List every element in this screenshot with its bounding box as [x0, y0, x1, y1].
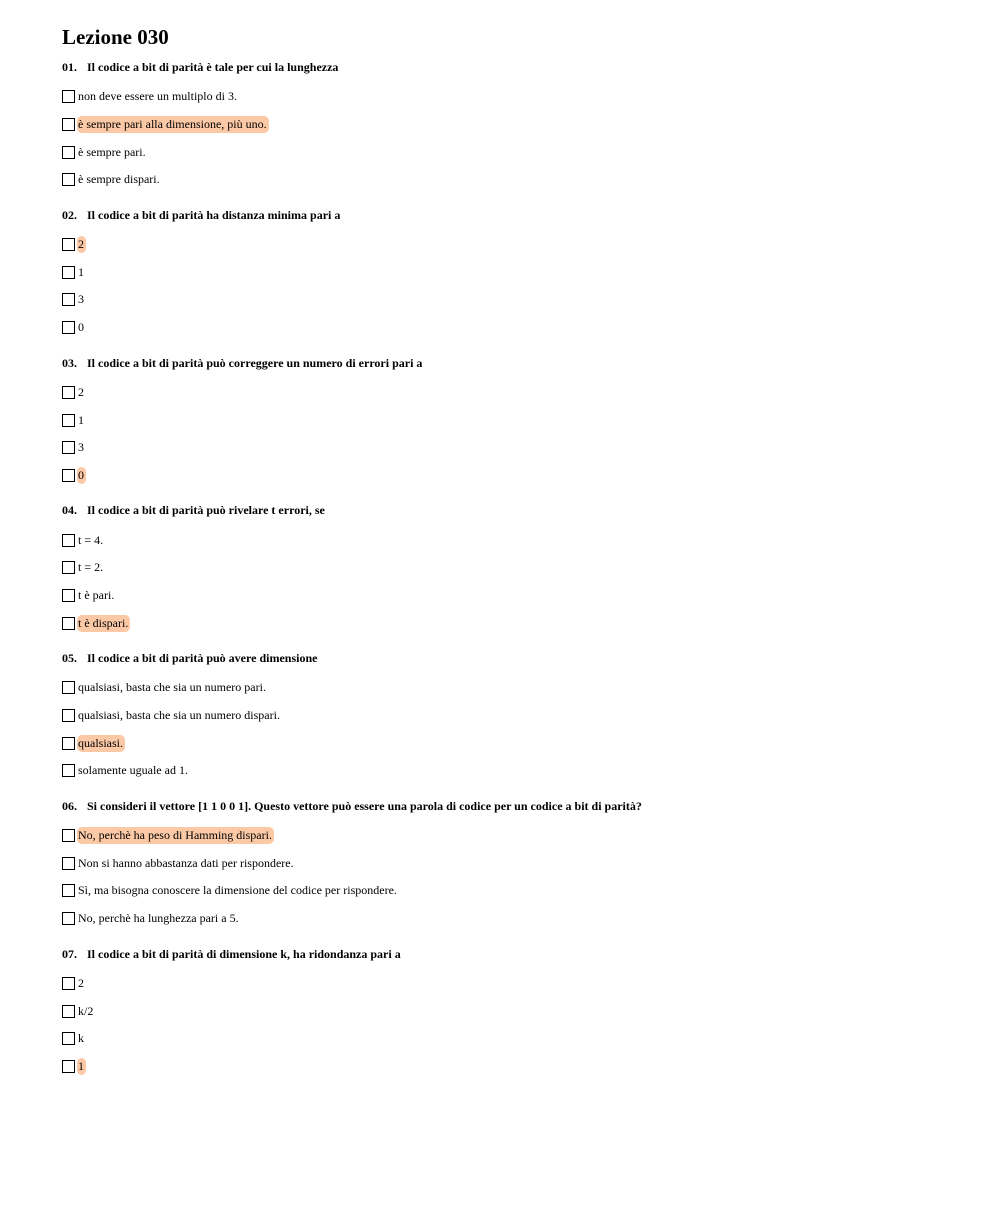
- question-2: [62, 206, 962, 342]
- question-number: 02.: [62, 207, 77, 222]
- answer-text: 2: [78, 975, 84, 990]
- question-text: Il codice a bit di parità può rivelare t errori, se: [87, 503, 325, 518]
- answer-option: [62, 231, 962, 259]
- page-title: Lezione 030: [62, 25, 169, 49]
- answer-text: 3: [78, 292, 84, 307]
- answer-text: solamente uguale ad 1.: [78, 763, 188, 778]
- answer-option: [62, 997, 962, 1025]
- answer-option: [62, 674, 962, 702]
- answer-option: [62, 582, 962, 610]
- answer-checkbox[interactable]: [62, 737, 75, 750]
- answer-checkbox[interactable]: [62, 321, 75, 334]
- answer-checkbox[interactable]: [62, 1032, 75, 1045]
- question-heading: [62, 206, 962, 225]
- question-text: Il codice a bit di parità può avere dimensione: [87, 651, 318, 665]
- answer-option: [62, 286, 962, 314]
- answer-text: Sì, ma bisogna conoscere la dimensione del codice per rispondere.: [78, 883, 397, 898]
- answer-checkbox[interactable]: [62, 1005, 75, 1018]
- answer-option: [62, 111, 962, 139]
- answer-checkbox[interactable]: [62, 441, 75, 454]
- answer-checkbox[interactable]: [62, 293, 75, 306]
- answer-option: [62, 406, 962, 434]
- question-7: [62, 945, 962, 1081]
- answer-checkbox[interactable]: [62, 681, 75, 694]
- question-text: Il codice a bit di parità ha distanza minima pari a: [87, 207, 341, 222]
- answer-option: [62, 462, 962, 490]
- answer-checkbox[interactable]: [62, 764, 75, 777]
- answer-option: [62, 729, 962, 757]
- answer-text: 1: [78, 412, 84, 427]
- question-1: [62, 58, 962, 194]
- answer-checkbox[interactable]: [62, 146, 75, 159]
- answer-option: [62, 258, 962, 286]
- question-list: [62, 58, 962, 1080]
- answer-checkbox[interactable]: [62, 884, 75, 897]
- answer-checkbox[interactable]: [62, 386, 75, 399]
- answer-text: t = 2.: [78, 560, 104, 575]
- correct-answer-text: t è dispari.: [78, 615, 129, 630]
- question-heading: [62, 797, 962, 816]
- correct-answer-text: 0: [78, 467, 84, 482]
- answer-option: [62, 609, 962, 637]
- answer-checkbox[interactable]: [62, 617, 75, 630]
- answer-text: t è pari.: [78, 587, 115, 602]
- answer-text: k/2: [78, 1003, 94, 1018]
- answer-checkbox[interactable]: [62, 709, 75, 722]
- answer-checkbox[interactable]: [62, 90, 75, 103]
- answer-text: 1: [78, 264, 84, 279]
- answer-checkbox[interactable]: [62, 561, 75, 574]
- answer-text: qualsiasi, basta che sia un numero pari.: [78, 680, 266, 695]
- answer-option: [62, 138, 962, 166]
- question-heading: [62, 649, 962, 668]
- answer-checkbox[interactable]: [62, 469, 75, 482]
- correct-answer-text: No, perchè ha peso di Hamming dispari.: [78, 828, 272, 843]
- question-text: Il codice a bit di parità può correggere un numero di errori pari a: [87, 355, 423, 370]
- answer-option: [62, 379, 962, 407]
- answer-option: [62, 1025, 962, 1053]
- answer-checkbox[interactable]: [62, 912, 75, 925]
- question-heading: [62, 945, 962, 964]
- question-4: [62, 501, 962, 637]
- question-number: 07.: [62, 946, 77, 961]
- answer-text: 3: [78, 440, 84, 455]
- answer-text: Non si hanno abbastanza dati per rispondere.: [78, 855, 294, 870]
- answer-checkbox[interactable]: [62, 173, 75, 186]
- question-5: [62, 649, 962, 785]
- question-text: Il codice a bit di parità è tale per cui la lunghezza: [87, 60, 339, 74]
- answer-checkbox[interactable]: [62, 589, 75, 602]
- answer-text: t = 4.: [78, 532, 104, 547]
- answer-checkbox[interactable]: [62, 238, 75, 251]
- answer-option: [62, 849, 962, 877]
- question-number: 05.: [62, 651, 77, 665]
- answer-text: 0: [78, 320, 84, 335]
- answer-option: [62, 554, 962, 582]
- answer-checkbox[interactable]: [62, 1060, 75, 1073]
- answer-option: [62, 757, 962, 785]
- question-3: [62, 354, 962, 490]
- answer-option: [62, 877, 962, 905]
- answer-checkbox[interactable]: [62, 857, 75, 870]
- answer-option: [62, 1053, 962, 1081]
- correct-answer-text: qualsiasi.: [78, 735, 123, 750]
- question-number: 03.: [62, 355, 77, 370]
- answer-text: è sempre dispari.: [78, 172, 160, 187]
- correct-answer-text: 1: [78, 1058, 84, 1073]
- question-text: Il codice a bit di parità di dimensione k, ha ridondanza pari a: [87, 946, 401, 961]
- answer-text: 2: [78, 384, 84, 399]
- answer-option: [62, 970, 962, 998]
- answer-option: [62, 166, 962, 194]
- question-6: [62, 797, 962, 933]
- answer-checkbox[interactable]: [62, 977, 75, 990]
- question-heading: [62, 58, 962, 77]
- answer-checkbox[interactable]: [62, 266, 75, 279]
- answer-option: [62, 905, 962, 933]
- question-heading: [62, 501, 962, 520]
- answer-text: è sempre pari.: [78, 144, 146, 159]
- answer-text: No, perchè ha lunghezza pari a 5.: [78, 911, 239, 926]
- answer-option: [62, 526, 962, 554]
- answer-checkbox[interactable]: [62, 829, 75, 842]
- question-text: Si consideri il vettore [1 1 0 0 1]. Questo vettore può essere una parola di codice per un codice a bit di parità?: [87, 798, 642, 813]
- answer-option: [62, 314, 962, 342]
- answer-checkbox[interactable]: [62, 534, 75, 547]
- answer-text: qualsiasi, basta che sia un numero dispari.: [78, 708, 280, 723]
- question-number: 06.: [62, 798, 77, 813]
- question-number: 04.: [62, 503, 77, 518]
- correct-answer-text: è sempre pari alla dimensione, più uno.: [78, 117, 267, 132]
- question-heading: [62, 354, 962, 373]
- answer-checkbox[interactable]: [62, 118, 75, 131]
- correct-answer-text: 2: [78, 237, 84, 252]
- answer-option: [62, 83, 962, 111]
- answer-option: [62, 822, 962, 850]
- answer-text: non deve essere un multiplo di 3.: [78, 89, 237, 104]
- answer-option: [62, 434, 962, 462]
- answer-option: [62, 702, 962, 730]
- question-number: 01.: [62, 60, 77, 74]
- answer-text: k: [78, 1031, 84, 1046]
- answer-checkbox[interactable]: [62, 414, 75, 427]
